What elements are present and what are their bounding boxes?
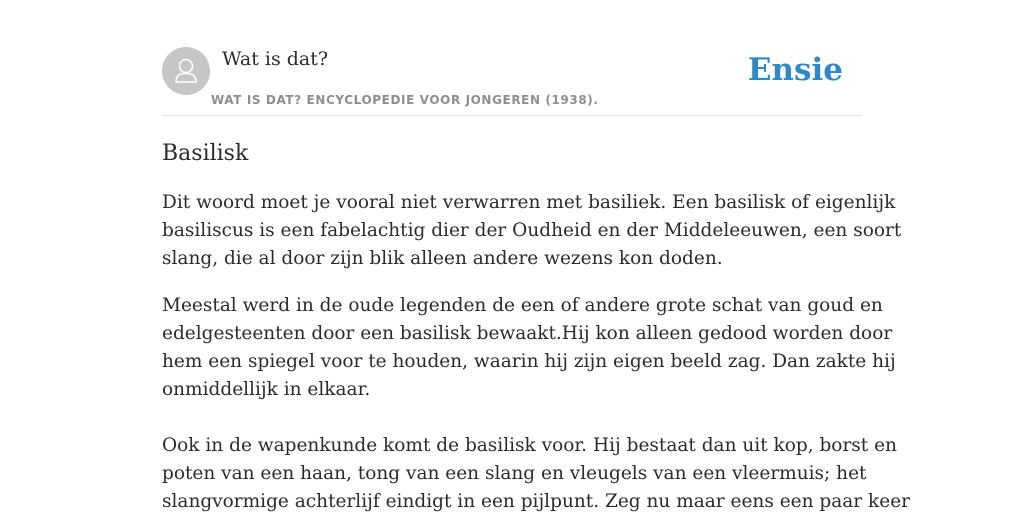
article-title: Basilisk bbox=[162, 141, 249, 166]
paragraph bbox=[162, 292, 896, 404]
paragraph-line: hem een spiegel voor te houden, waarin hij zijn eigen beeld zag. Dan zakte hij bbox=[162, 351, 896, 372]
paragraph-line: Ook in de wapenkunde komt de basilisk voor. Hij bestaat dan uit kop, borst en bbox=[162, 435, 897, 456]
paragraph-line: edelgesteenten door een basilisk bewaakt.Hij kon alleen gedood worden door bbox=[162, 323, 893, 344]
paragraph bbox=[162, 432, 910, 512]
article bbox=[162, 138, 910, 512]
paragraph-line: poten van een haan, tong van een slang en vleugels van een vleermuis; het bbox=[162, 463, 867, 484]
brand-logo[interactable]: Ensie bbox=[747, 52, 843, 88]
paragraph-line: Dit woord moet je vooral niet verwarren met basiliek. Een basilisk of eigenlijk bbox=[162, 192, 896, 213]
source-subtitle: WAT IS DAT? ENCYCLOPEDIE VOOR JONGEREN (1938). bbox=[211, 93, 599, 107]
paragraph-line: Meestal werd in de oude legenden de een of andere grote schat van goud en bbox=[162, 295, 883, 316]
paragraph-line: onmiddellijk in elkaar. bbox=[162, 379, 371, 400]
paragraph bbox=[162, 189, 902, 273]
source-title[interactable]: Wat is dat? bbox=[222, 48, 329, 70]
paragraph-line: slang, die al door zijn blik alleen andere wezens kon doden. bbox=[162, 248, 723, 269]
source-header bbox=[162, 47, 862, 116]
paragraph-line: slangvormige achterlijf eindigt in een pijlpunt. Zeg nu maar eens een paar keer bbox=[162, 491, 910, 512]
paragraph-line: basiliscus is een fabelachtig dier der Oudheid en der Middeleeuwen, een soort bbox=[162, 220, 902, 241]
user-icon[interactable] bbox=[162, 47, 210, 95]
